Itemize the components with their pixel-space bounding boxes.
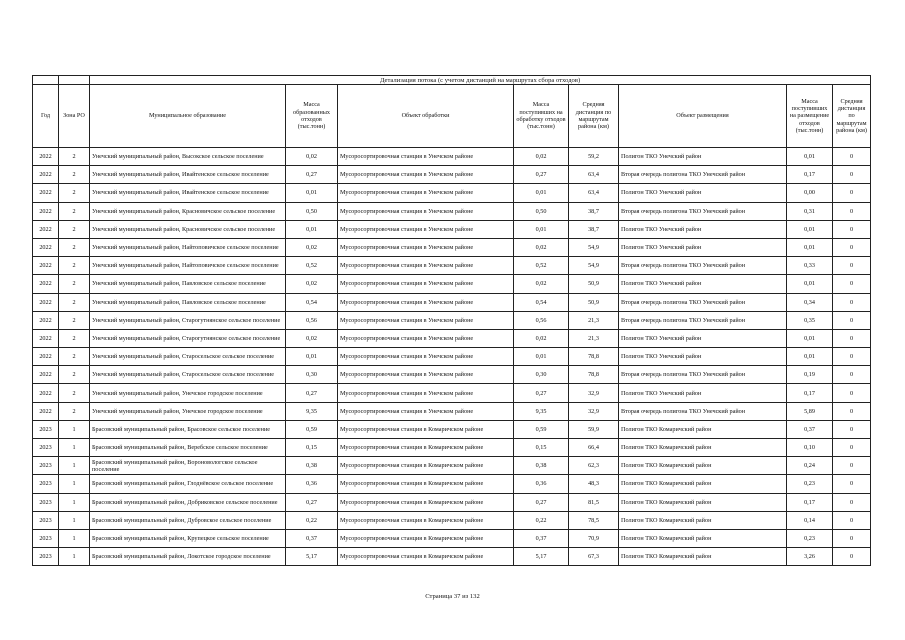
cell-processing-facility: Мусоросортировочная станция в Унечском районе <box>338 366 514 384</box>
cell-disposal-mass: 0,17 <box>787 384 833 402</box>
table-row <box>33 348 871 366</box>
cell-processing-distance: 38,7 <box>569 202 619 220</box>
cell-disposal-distance: 0 <box>833 493 871 511</box>
cell-generated-mass: 0,59 <box>286 420 338 438</box>
cell-municipality: Унечский муниципальный район, Унечское городское поселение <box>90 384 286 402</box>
cell-disposal-facility: Полигон ТКО Унечский район <box>619 329 787 347</box>
cell-processing-mass: 0,30 <box>514 366 569 384</box>
cell-processing-facility: Мусоросортировочная станция в Унечском районе <box>338 329 514 347</box>
cell-disposal-mass: 0,01 <box>787 148 833 166</box>
cell-generated-mass: 0,01 <box>286 184 338 202</box>
cell-municipality: Унечский муниципальный район, Старогутнянское сельское поселение <box>90 311 286 329</box>
cell-year: 2022 <box>33 202 59 220</box>
cell-municipality: Унечский муниципальный район, Высокское сельское поселение <box>90 148 286 166</box>
cell-generated-mass: 0,54 <box>286 293 338 311</box>
cell-processing-mass: 5,17 <box>514 548 569 566</box>
page-number: Страница 37 из 132 <box>425 593 480 600</box>
cell-generated-mass: 0,27 <box>286 384 338 402</box>
cell-zone: 2 <box>59 148 90 166</box>
cell-processing-distance: 63,4 <box>569 166 619 184</box>
cell-year: 2022 <box>33 384 59 402</box>
table-row <box>33 184 871 202</box>
cell-municipality: Брасовский муниципальный район, Брасовское сельское поселение <box>90 420 286 438</box>
cell-disposal-mass: 0,37 <box>787 420 833 438</box>
cell-disposal-distance: 0 <box>833 184 871 202</box>
cell-municipality: Унечский муниципальный район, Ивайтенское сельское поселение <box>90 166 286 184</box>
cell-processing-distance: 38,7 <box>569 220 619 238</box>
cell-zone: 1 <box>59 548 90 566</box>
cell-disposal-mass: 0,35 <box>787 311 833 329</box>
cell-municipality: Унечский муниципальный район, Старосельское сельское поселение <box>90 348 286 366</box>
header-disposal-distance: Средняя дистанция по маршрутам района (км) <box>833 85 871 148</box>
cell-generated-mass: 9,35 <box>286 402 338 420</box>
cell-zone: 1 <box>59 529 90 547</box>
cell-disposal-mass: 0,01 <box>787 329 833 347</box>
cell-disposal-mass: 3,26 <box>787 548 833 566</box>
cell-disposal-distance: 0 <box>833 511 871 529</box>
cell-processing-distance: 48,3 <box>569 475 619 493</box>
cell-processing-distance: 63,4 <box>569 184 619 202</box>
cell-generated-mass: 0,38 <box>286 457 338 475</box>
header-processing-distance: Средняя дистанция по маршрутам района (км) <box>569 85 619 148</box>
cell-disposal-distance: 0 <box>833 475 871 493</box>
cell-disposal-facility: Вторая очередь полигона ТКО Унечский район <box>619 166 787 184</box>
cell-municipality: Унечский муниципальный район, Красновичское сельское поселение <box>90 202 286 220</box>
cell-processing-facility: Мусоросортировочная станция в Комаричском районе <box>338 439 514 457</box>
cell-municipality: Брасовский муниципальный район, Добриковское сельское поселение <box>90 493 286 511</box>
cell-processing-distance: 81,5 <box>569 493 619 511</box>
cell-processing-mass: 0,15 <box>514 439 569 457</box>
cell-municipality: Унечский муниципальный район, Унечское городское поселение <box>90 402 286 420</box>
cell-processing-mass: 0,01 <box>514 348 569 366</box>
cell-processing-mass: 0,56 <box>514 311 569 329</box>
cell-generated-mass: 0,50 <box>286 202 338 220</box>
cell-processing-distance: 67,3 <box>569 548 619 566</box>
cell-processing-mass: 0,02 <box>514 238 569 256</box>
cell-disposal-mass: 0,10 <box>787 439 833 457</box>
cell-processing-distance: 78,5 <box>569 511 619 529</box>
header-processing-facility: Объект обработки <box>338 85 514 148</box>
cell-processing-distance: 78,8 <box>569 348 619 366</box>
cell-generated-mass: 0,22 <box>286 511 338 529</box>
cell-generated-mass: 0,27 <box>286 493 338 511</box>
cell-disposal-facility: Полигон ТКО Унечский район <box>619 348 787 366</box>
cell-disposal-distance: 0 <box>833 529 871 547</box>
cell-processing-distance: 54,9 <box>569 257 619 275</box>
cell-processing-facility: Мусоросортировочная станция в Унечском районе <box>338 275 514 293</box>
cell-processing-mass: 0,27 <box>514 493 569 511</box>
table-row <box>33 475 871 493</box>
cell-disposal-facility: Полигон ТКО Унечский район <box>619 220 787 238</box>
cell-disposal-facility: Полигон ТКО Комаричский район <box>619 475 787 493</box>
cell-year: 2022 <box>33 184 59 202</box>
cell-processing-facility: Мусоросортировочная станция в Унечском районе <box>338 257 514 275</box>
cell-year: 2023 <box>33 548 59 566</box>
cell-processing-distance: 54,9 <box>569 238 619 256</box>
cell-processing-mass: 0,36 <box>514 475 569 493</box>
cell-processing-facility: Мусоросортировочная станция в Комаричском районе <box>338 529 514 547</box>
cell-processing-distance: 32,9 <box>569 384 619 402</box>
cell-generated-mass: 0,27 <box>286 166 338 184</box>
cell-processing-mass: 0,37 <box>514 529 569 547</box>
cell-processing-distance: 66,4 <box>569 439 619 457</box>
cell-zone: 2 <box>59 311 90 329</box>
cell-processing-facility: Мусоросортировочная станция в Комаричском районе <box>338 420 514 438</box>
cell-disposal-mass: 0,23 <box>787 529 833 547</box>
cell-processing-facility: Мусоросортировочная станция в Унечском районе <box>338 384 514 402</box>
cell-municipality: Брасовский муниципальный район, Дубровское сельское поселение <box>90 511 286 529</box>
table-row <box>33 493 871 511</box>
cell-disposal-distance: 0 <box>833 202 871 220</box>
cell-municipality: Брасовский муниципальный район, Глоднёвское сельское поселение <box>90 475 286 493</box>
cell-zone: 2 <box>59 202 90 220</box>
cell-disposal-facility: Полигон ТКО Комаричский район <box>619 493 787 511</box>
cell-year: 2022 <box>33 220 59 238</box>
cell-municipality: Брасовский муниципальный район, Локотское городское поселение <box>90 548 286 566</box>
cell-municipality: Унечский муниципальный район, Старогутнянское сельское поселение <box>90 329 286 347</box>
table-header-row <box>33 85 871 148</box>
cell-municipality: Унечский муниципальный район, Павловское сельское поселение <box>90 275 286 293</box>
cell-processing-facility: Мусоросортировочная станция в Унечском районе <box>338 311 514 329</box>
cell-zone: 2 <box>59 348 90 366</box>
cell-disposal-distance: 0 <box>833 148 871 166</box>
cell-year: 2022 <box>33 238 59 256</box>
cell-processing-facility: Мусоросортировочная станция в Комаричском районе <box>338 475 514 493</box>
cell-processing-distance: 59,2 <box>569 148 619 166</box>
cell-disposal-facility: Полигон ТКО Комаричский район <box>619 529 787 547</box>
cell-processing-facility: Мусоросортировочная станция в Унечском районе <box>338 402 514 420</box>
cell-disposal-distance: 0 <box>833 329 871 347</box>
cell-processing-distance: 78,8 <box>569 366 619 384</box>
cell-year: 2022 <box>33 366 59 384</box>
cell-disposal-mass: 0,00 <box>787 184 833 202</box>
cell-disposal-facility: Полигон ТКО Унечский район <box>619 384 787 402</box>
header-zone: Зона РО <box>59 85 90 148</box>
cell-disposal-facility: Вторая очередь полигона ТКО Унечский район <box>619 402 787 420</box>
cell-disposal-distance: 0 <box>833 420 871 438</box>
cell-disposal-mass: 0,33 <box>787 257 833 275</box>
cell-processing-distance: 59,9 <box>569 420 619 438</box>
cell-disposal-facility: Полигон ТКО Комаричский район <box>619 439 787 457</box>
cell-disposal-mass: 0,34 <box>787 293 833 311</box>
table-row <box>33 238 871 256</box>
cell-processing-mass: 0,52 <box>514 257 569 275</box>
cell-processing-mass: 0,01 <box>514 184 569 202</box>
table-row <box>33 366 871 384</box>
cell-year: 2022 <box>33 293 59 311</box>
cell-generated-mass: 0,37 <box>286 529 338 547</box>
cell-generated-mass: 0,02 <box>286 329 338 347</box>
cell-processing-facility: Мусоросортировочная станция в Унечском районе <box>338 293 514 311</box>
table-row <box>33 166 871 184</box>
cell-processing-mass: 0,38 <box>514 457 569 475</box>
cell-year: 2022 <box>33 311 59 329</box>
cell-processing-facility: Мусоросортировочная станция в Унечском районе <box>338 148 514 166</box>
cell-year: 2023 <box>33 439 59 457</box>
header-generated-mass: Масса образованных отходов (тыс.тонн) <box>286 85 338 148</box>
cell-zone: 2 <box>59 275 90 293</box>
cell-zone: 1 <box>59 439 90 457</box>
table-row <box>33 384 871 402</box>
cell-year: 2022 <box>33 275 59 293</box>
cell-disposal-facility: Полигон ТКО Унечский район <box>619 184 787 202</box>
table-title-row <box>33 76 871 85</box>
table-row <box>33 457 871 475</box>
cell-year: 2023 <box>33 457 59 475</box>
table-row <box>33 402 871 420</box>
cell-processing-mass: 0,02 <box>514 275 569 293</box>
cell-disposal-distance: 0 <box>833 457 871 475</box>
cell-year: 2023 <box>33 420 59 438</box>
cell-disposal-distance: 0 <box>833 366 871 384</box>
cell-processing-distance: 32,9 <box>569 402 619 420</box>
cell-processing-mass: 9,35 <box>514 402 569 420</box>
cell-generated-mass: 0,02 <box>286 148 338 166</box>
cell-zone: 2 <box>59 220 90 238</box>
cell-disposal-distance: 0 <box>833 348 871 366</box>
cell-disposal-distance: 0 <box>833 439 871 457</box>
cell-processing-mass: 0,22 <box>514 511 569 529</box>
table-row <box>33 220 871 238</box>
cell-generated-mass: 0,01 <box>286 220 338 238</box>
cell-processing-distance: 21,3 <box>569 329 619 347</box>
cell-processing-facility: Мусоросортировочная станция в Унечском районе <box>338 238 514 256</box>
cell-disposal-facility: Вторая очередь полигона ТКО Унечский район <box>619 293 787 311</box>
cell-processing-mass: 0,01 <box>514 220 569 238</box>
cell-disposal-distance: 0 <box>833 166 871 184</box>
flow-detail-table <box>32 75 871 566</box>
table-row <box>33 439 871 457</box>
cell-processing-facility: Мусоросортировочная станция в Комаричском районе <box>338 548 514 566</box>
table-title: Детализация потока (с учетом дистанций на маршрутах сбора отходов) <box>90 76 871 85</box>
cell-year: 2023 <box>33 475 59 493</box>
header-municipality: Муниципальное образование <box>90 85 286 148</box>
cell-disposal-mass: 0,23 <box>787 475 833 493</box>
cell-zone: 2 <box>59 293 90 311</box>
cell-disposal-mass: 0,24 <box>787 457 833 475</box>
cell-year: 2023 <box>33 511 59 529</box>
cell-disposal-mass: 5,89 <box>787 402 833 420</box>
cell-disposal-mass: 0,31 <box>787 202 833 220</box>
cell-year: 2022 <box>33 148 59 166</box>
cell-zone: 2 <box>59 329 90 347</box>
header-disposal-mass: Масса поступивших на размещение отходов (тыс.тонн) <box>787 85 833 148</box>
cell-disposal-facility: Полигон ТКО Унечский район <box>619 148 787 166</box>
cell-municipality: Унечский муниципальный район, Найтоповичское сельское поселение <box>90 257 286 275</box>
table-body <box>33 148 871 566</box>
cell-generated-mass: 0,02 <box>286 275 338 293</box>
cell-zone: 2 <box>59 384 90 402</box>
header-disposal-facility: Объект размещения <box>619 85 787 148</box>
cell-processing-facility: Мусоросортировочная станция в Комаричском районе <box>338 511 514 529</box>
cell-processing-distance: 21,3 <box>569 311 619 329</box>
cell-processing-facility: Мусоросортировочная станция в Унечском районе <box>338 220 514 238</box>
cell-generated-mass: 0,01 <box>286 348 338 366</box>
cell-processing-facility: Мусоросортировочная станция в Унечском районе <box>338 348 514 366</box>
cell-processing-mass: 0,02 <box>514 148 569 166</box>
header-processing-mass: Масса поступивших на обработку отходов (тыс.тонн) <box>514 85 569 148</box>
cell-municipality: Унечский муниципальный район, Павловское сельское поселение <box>90 293 286 311</box>
table-row <box>33 293 871 311</box>
cell-processing-mass: 0,54 <box>514 293 569 311</box>
cell-year: 2022 <box>33 348 59 366</box>
cell-generated-mass: 0,36 <box>286 475 338 493</box>
cell-processing-mass: 0,02 <box>514 329 569 347</box>
cell-zone: 1 <box>59 475 90 493</box>
cell-zone: 2 <box>59 184 90 202</box>
cell-municipality: Брасовский муниципальный район, Вороновологское сельское поселение <box>90 457 286 475</box>
cell-zone: 1 <box>59 457 90 475</box>
cell-zone: 1 <box>59 493 90 511</box>
cell-disposal-distance: 0 <box>833 311 871 329</box>
cell-disposal-mass: 0,17 <box>787 493 833 511</box>
cell-disposal-facility: Вторая очередь полигона ТКО Унечский район <box>619 257 787 275</box>
table-row <box>33 511 871 529</box>
cell-processing-distance: 62,3 <box>569 457 619 475</box>
table-row <box>33 529 871 547</box>
cell-zone: 1 <box>59 511 90 529</box>
cell-disposal-mass: 0,17 <box>787 166 833 184</box>
cell-processing-facility: Мусоросортировочная станция в Комаричском районе <box>338 457 514 475</box>
cell-disposal-facility: Вторая очередь полигона ТКО Унечский район <box>619 366 787 384</box>
cell-processing-mass: 0,59 <box>514 420 569 438</box>
table-row <box>33 420 871 438</box>
cell-year: 2023 <box>33 529 59 547</box>
cell-processing-mass: 0,27 <box>514 384 569 402</box>
cell-year: 2023 <box>33 493 59 511</box>
cell-processing-mass: 0,50 <box>514 202 569 220</box>
cell-municipality: Унечский муниципальный район, Красновичское сельское поселение <box>90 220 286 238</box>
cell-disposal-distance: 0 <box>833 384 871 402</box>
cell-year: 2022 <box>33 402 59 420</box>
cell-zone: 2 <box>59 257 90 275</box>
cell-year: 2022 <box>33 166 59 184</box>
cell-municipality: Унечский муниципальный район, Старосельское сельское поселение <box>90 366 286 384</box>
cell-generated-mass: 5,17 <box>286 548 338 566</box>
table-row <box>33 148 871 166</box>
cell-disposal-distance: 0 <box>833 257 871 275</box>
cell-processing-distance: 50,9 <box>569 275 619 293</box>
cell-disposal-facility: Полигон ТКО Комаричский район <box>619 511 787 529</box>
cell-generated-mass: 0,02 <box>286 238 338 256</box>
cell-processing-distance: 70,9 <box>569 529 619 547</box>
cell-processing-facility: Мусоросортировочная станция в Унечском районе <box>338 184 514 202</box>
cell-disposal-distance: 0 <box>833 275 871 293</box>
cell-disposal-mass: 0,19 <box>787 366 833 384</box>
cell-generated-mass: 0,52 <box>286 257 338 275</box>
cell-generated-mass: 0,30 <box>286 366 338 384</box>
cell-zone: 2 <box>59 238 90 256</box>
cell-processing-facility: Мусоросортировочная станция в Унечском районе <box>338 166 514 184</box>
cell-municipality: Унечский муниципальный район, Ивайтенское сельское поселение <box>90 184 286 202</box>
cell-disposal-facility: Вторая очередь полигона ТКО Унечский район <box>619 311 787 329</box>
cell-disposal-facility: Полигон ТКО Унечский район <box>619 275 787 293</box>
cell-municipality: Брасовский муниципальный район, Крупецкое сельское поселение <box>90 529 286 547</box>
cell-processing-facility: Мусоросортировочная станция в Комаричском районе <box>338 493 514 511</box>
cell-disposal-mass: 0,14 <box>787 511 833 529</box>
cell-zone: 1 <box>59 420 90 438</box>
cell-disposal-distance: 0 <box>833 220 871 238</box>
cell-disposal-distance: 0 <box>833 548 871 566</box>
cell-zone: 2 <box>59 402 90 420</box>
table-row <box>33 202 871 220</box>
cell-year: 2022 <box>33 257 59 275</box>
cell-zone: 2 <box>59 366 90 384</box>
header-year: Год <box>33 85 59 148</box>
cell-disposal-mass: 0,01 <box>787 275 833 293</box>
cell-disposal-mass: 0,01 <box>787 348 833 366</box>
cell-zone: 2 <box>59 166 90 184</box>
cell-disposal-mass: 0,01 <box>787 220 833 238</box>
cell-disposal-distance: 0 <box>833 293 871 311</box>
cell-municipality: Унечский муниципальный район, Найтоповичское сельское поселение <box>90 238 286 256</box>
cell-disposal-distance: 0 <box>833 238 871 256</box>
cell-disposal-distance: 0 <box>833 402 871 420</box>
cell-generated-mass: 0,56 <box>286 311 338 329</box>
table-row <box>33 329 871 347</box>
table-row <box>33 257 871 275</box>
cell-disposal-facility: Полигон ТКО Комаричский район <box>619 420 787 438</box>
cell-disposal-mass: 0,01 <box>787 238 833 256</box>
cell-disposal-facility: Вторая очередь полигона ТКО Унечский район <box>619 202 787 220</box>
cell-processing-distance: 50,9 <box>569 293 619 311</box>
cell-municipality: Брасовский муниципальный район, Веребское сельское поселение <box>90 439 286 457</box>
table-row <box>33 311 871 329</box>
cell-disposal-facility: Полигон ТКО Унечский район <box>619 238 787 256</box>
cell-processing-facility: Мусоросортировочная станция в Унечском районе <box>338 202 514 220</box>
cell-year: 2022 <box>33 329 59 347</box>
table-row <box>33 275 871 293</box>
cell-processing-mass: 0,27 <box>514 166 569 184</box>
cell-generated-mass: 0,15 <box>286 439 338 457</box>
cell-disposal-facility: Полигон ТКО Комаричский район <box>619 457 787 475</box>
table-row <box>33 548 871 566</box>
cell-disposal-facility: Полигон ТКО Комаричский район <box>619 548 787 566</box>
